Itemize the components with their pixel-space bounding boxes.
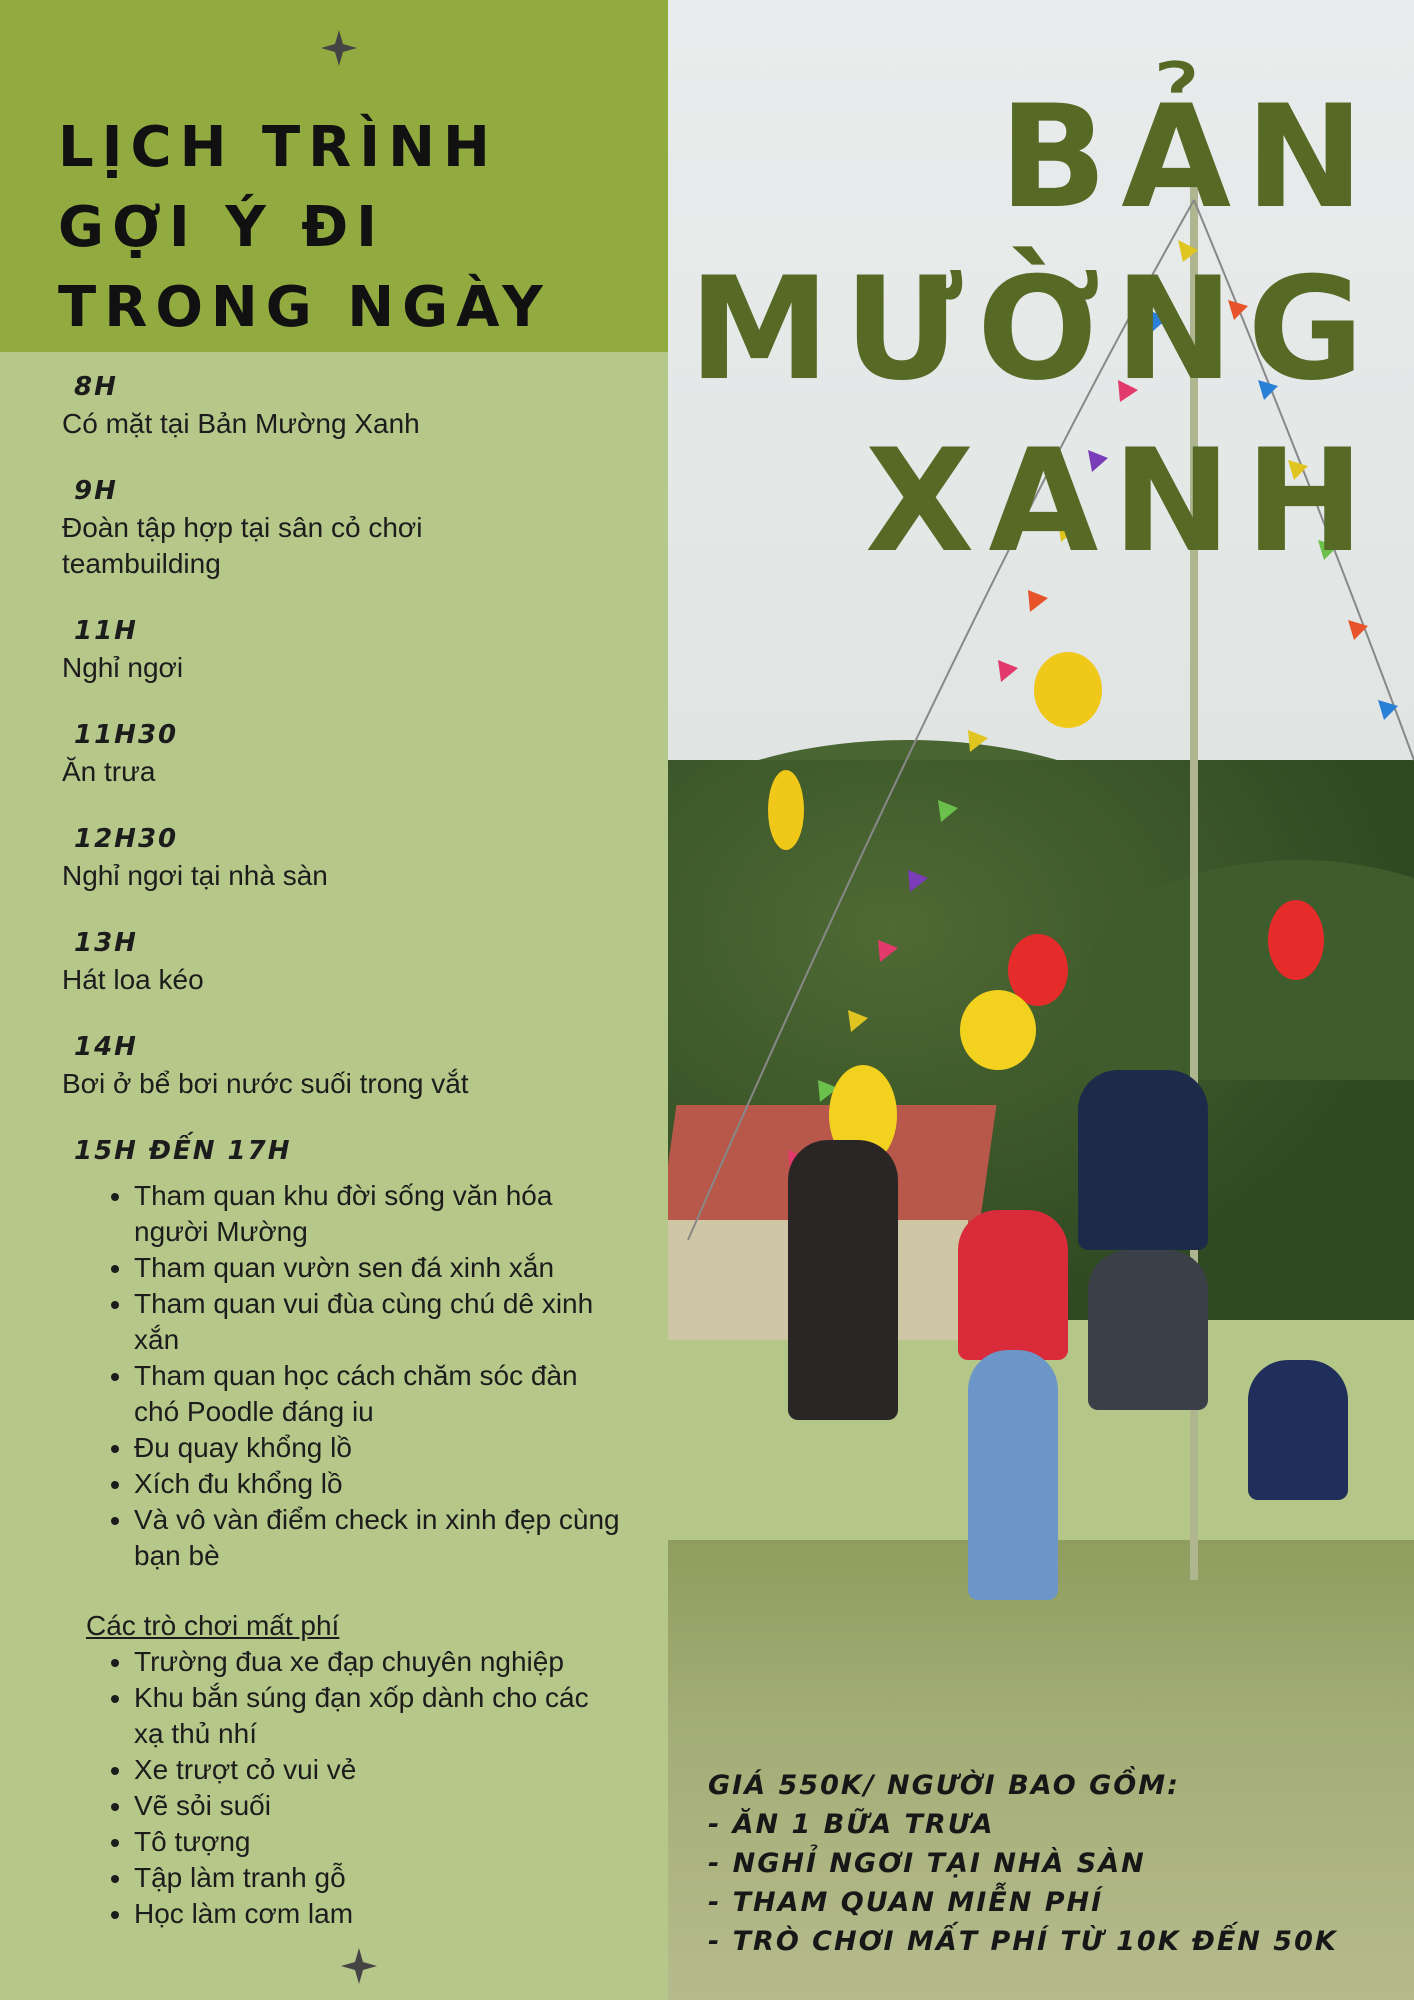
schedule-slot bbox=[62, 716, 622, 790]
four-point-star-icon bbox=[319, 28, 359, 68]
photo-person bbox=[788, 1140, 898, 1420]
list-item: • Đu quay khổng lồ bbox=[134, 1430, 622, 1466]
slot-desc: Nghỉ ngơi bbox=[62, 652, 184, 683]
slot-desc: Nghỉ ngơi tại nhà sàn bbox=[62, 860, 328, 891]
photo-person bbox=[1088, 1250, 1208, 1410]
slot-time: 12H30 bbox=[74, 824, 179, 854]
photo-person bbox=[1248, 1360, 1348, 1500]
activity-list bbox=[62, 1178, 622, 1574]
list-item: • Trường đua xe đạp chuyên nghiệp bbox=[134, 1644, 622, 1680]
price-line: - TRÒ CHƠI MẤT PHÍ TỪ 10K ĐẾN 50K bbox=[708, 1926, 1338, 1957]
price-info bbox=[708, 1766, 1388, 1961]
list-item: • Xích đu khổng lồ bbox=[134, 1466, 622, 1502]
list-item: • Tham quan khu đời sống văn hóa người Mường bbox=[134, 1178, 622, 1250]
slot-time: 14H bbox=[74, 1032, 138, 1062]
slot-desc: Bơi ở bể bơi nước suối trong vắt bbox=[62, 1068, 469, 1099]
itinerary-title: LỊCH TRÌNH GỢI Ý ĐI TRONG NGÀY bbox=[58, 115, 551, 340]
list-item: • Học làm cơm lam bbox=[134, 1896, 622, 1932]
schedule-slot bbox=[62, 820, 622, 894]
price-line: - NGHỈ NGƠI TẠI NHÀ SÀN bbox=[708, 1848, 1146, 1879]
afternoon-slot bbox=[62, 1132, 622, 1574]
hero-title-line: XANH bbox=[864, 419, 1378, 584]
price-line: - ĂN 1 BỮA TRƯA bbox=[708, 1809, 995, 1840]
hero-photo bbox=[668, 0, 1414, 2000]
paid-games-title: Các trò chơi mất phí bbox=[86, 1610, 340, 1641]
slot-desc: Hát loa kéo bbox=[62, 964, 204, 995]
hero-title-line: BẢN bbox=[999, 75, 1378, 240]
photo-person bbox=[968, 1350, 1058, 1600]
list-item: • Tập làm tranh gỗ bbox=[134, 1860, 622, 1896]
slot-desc: Ăn trưa bbox=[62, 756, 156, 787]
slot-desc: Có mặt tại Bản Mường Xanh bbox=[62, 408, 420, 439]
schedule-slot bbox=[62, 472, 622, 582]
itinerary-header bbox=[0, 0, 668, 352]
schedule-slot bbox=[62, 368, 622, 442]
list-item: • Xe trượt cỏ vui vẻ bbox=[134, 1752, 622, 1788]
list-item: • Tham quan vườn sen đá xinh xắn bbox=[134, 1250, 622, 1286]
photo-person bbox=[1078, 1070, 1208, 1250]
schedule-slot bbox=[62, 1028, 622, 1102]
slot-time: 8H bbox=[74, 372, 118, 402]
slot-time: 11H30 bbox=[74, 720, 179, 750]
schedule-list bbox=[62, 368, 622, 1932]
hero-title bbox=[678, 72, 1378, 588]
four-point-star-icon bbox=[339, 1946, 379, 1986]
itinerary-panel bbox=[0, 0, 668, 2000]
slot-time: 9H bbox=[74, 476, 118, 506]
list-item: • Tham quan học cách chăm sóc đàn chó Poodle đáng iu bbox=[134, 1358, 622, 1430]
list-item: • Và vô vàn điểm check in xinh đẹp cùng bạn bè bbox=[134, 1502, 622, 1574]
slot-time: 13H bbox=[74, 928, 138, 958]
list-item: • Tô tượng bbox=[134, 1824, 622, 1860]
paid-games-list bbox=[62, 1644, 622, 1932]
list-item: • Vẽ sỏi suối bbox=[134, 1788, 622, 1824]
slot-time: 15H ĐẾN 17H bbox=[74, 1136, 292, 1166]
slot-time: 11H bbox=[74, 616, 138, 646]
slot-desc: Đoàn tập hợp tại sân cỏ chơi teambuilding bbox=[62, 512, 423, 579]
price-line: - THAM QUAN MIỄN PHÍ bbox=[708, 1887, 1104, 1918]
schedule-slot bbox=[62, 612, 622, 686]
hero-title-line: MƯỜNG bbox=[688, 247, 1378, 412]
schedule-slot bbox=[62, 924, 622, 998]
list-item: • Tham quan vui đùa cùng chú dê xinh xắn bbox=[134, 1286, 622, 1358]
price-line: GIÁ 550K/ NGƯỜI BAO GỒM: bbox=[708, 1770, 1180, 1801]
list-item: • Khu bắn súng đạn xốp dành cho các xạ thủ nhí bbox=[134, 1680, 622, 1752]
photo-person bbox=[958, 1210, 1068, 1360]
